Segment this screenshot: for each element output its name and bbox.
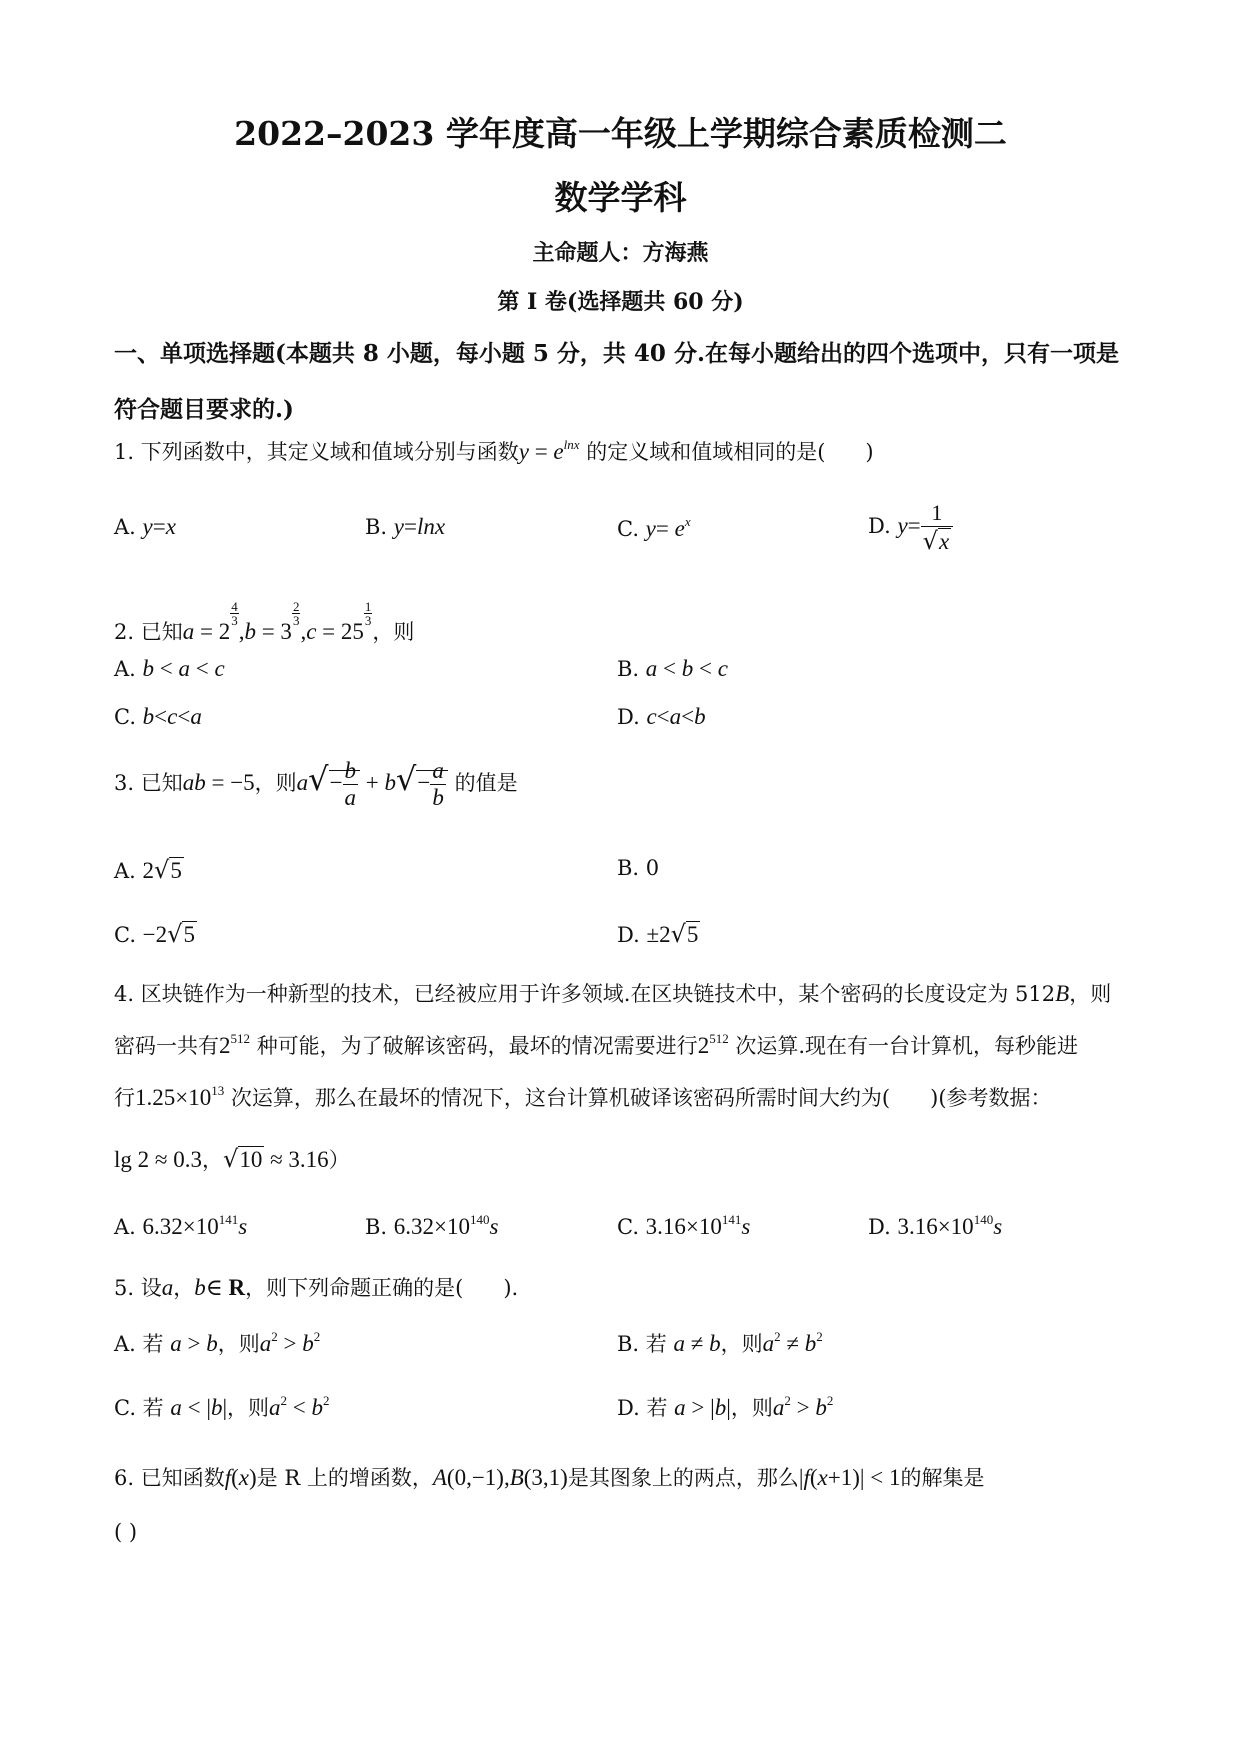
question-1-option-b: B. y=lnx (365, 514, 446, 539)
question-3-option-d: D. ±2√5 (617, 920, 699, 948)
question-4-line-4: lg 2 ≈ 0.3，√10 ≈ 3.16） (114, 1145, 350, 1173)
question-3-option-c: C. −2√5 (114, 920, 195, 948)
question-6-stem: 6. 已知函数f(x)是 R 上的增函数，A(0,−1),B(3,1)是其图象上的两点，那么|f(x+1)| < 1的解集是 (114, 1465, 985, 1490)
exam-subject: 数学学科 (554, 178, 687, 217)
question-4-option-a: A. $6.32\times 10^{141}s$ (114, 1212, 248, 1239)
question-2-option-d: D. c<a<b (617, 704, 706, 729)
question-5-option-a: A. 若 a > b，则$a^2 > b^2$ (114, 1329, 321, 1356)
question-3-option-a: A. 2√5 (114, 856, 182, 884)
question-5-option-b: B. 若 a ≠ b，则$a^2 \ne b^2$ (617, 1329, 823, 1356)
question-4-option-d: D. $3.16\times 10^{140}s$ (868, 1212, 1003, 1239)
question-2-stem: 2. 已知a = 2 $\frac{4}{3}$ ,b = 3 $\frac{2}{3}$ ,c = 25 $\frac{1}{3}$ ，则 (114, 599, 415, 644)
question-3-stem: 3. 已知ab = −5，则a√− $\frac{b}{a}$ + b√− $\frac{a}{b}$ 的值是 (114, 758, 518, 810)
question-2-option-a: A. b < a < c (114, 656, 225, 681)
question-1-option-c: C. $y= e^x$ (617, 514, 691, 541)
question-2-option-c: C. b<c<a (114, 704, 202, 729)
question-3-option-b: B. 0 (617, 856, 660, 880)
question-5-stem: 5. 设a，b∈ R，则下列命题正确的是( ). (114, 1275, 519, 1300)
question-4-line-1: 4. 区块链作为一种新型的技术，已经被应用于许多领域.在区块链技术中，某个密码的长度设定为 512B，则 (114, 981, 1112, 1006)
question-1-stem: 1. 下列函数中，其定义域和值域分别与函数$y = e^{lnx}$ 的定义域和值域相同的是( ) (114, 437, 874, 464)
exam-title: 2022–2023 学年度高一年级上学期综合素质检测二 (234, 114, 1007, 153)
exam-volume: 第 I 卷(选择题共 60 分) (497, 289, 744, 315)
question-4-line-3: 行$1.25\times 10^{13}$ 次运算，那么在最坏的情况下，这台计算机破译该密码所需时间大约为( )(参考数据： (114, 1083, 1052, 1110)
question-1-option-d: D. y= $\frac{1}{√x}$ (868, 500, 953, 555)
question-2-option-b: B. a < b < c (617, 656, 728, 681)
section-heading: 一、单项选择题(本题共 8 小题，每小题 5 分，共 40 分.在每小题给出的四个选项中，只有一项是符合题目要求的.) (114, 340, 1119, 423)
question-5-option-c: C. 若 a < |b|，则$a^2 < b^2$ (114, 1393, 330, 1420)
question-5-option-d: D. 若 a > |b|，则$a^2 > b^2$ (617, 1393, 834, 1420)
exam-author: 主命题人：方海燕 (532, 240, 709, 266)
question-6-line-2: ( ) (114, 1520, 138, 1544)
question-1-option-a: A. y=x (114, 514, 176, 539)
question-4-line-2: 密码一共有$2^{512}$ 种可能，为了破解该密码，最坏的情况需要进行$2^{512}$ 次运算.现在有一台计算机，每秒能进 (114, 1031, 1079, 1058)
question-4-option-c: C. $3.16\times 10^{141}s$ (617, 1212, 751, 1239)
question-4-option-b: B. $6.32\times 10^{140}s$ (365, 1212, 499, 1239)
